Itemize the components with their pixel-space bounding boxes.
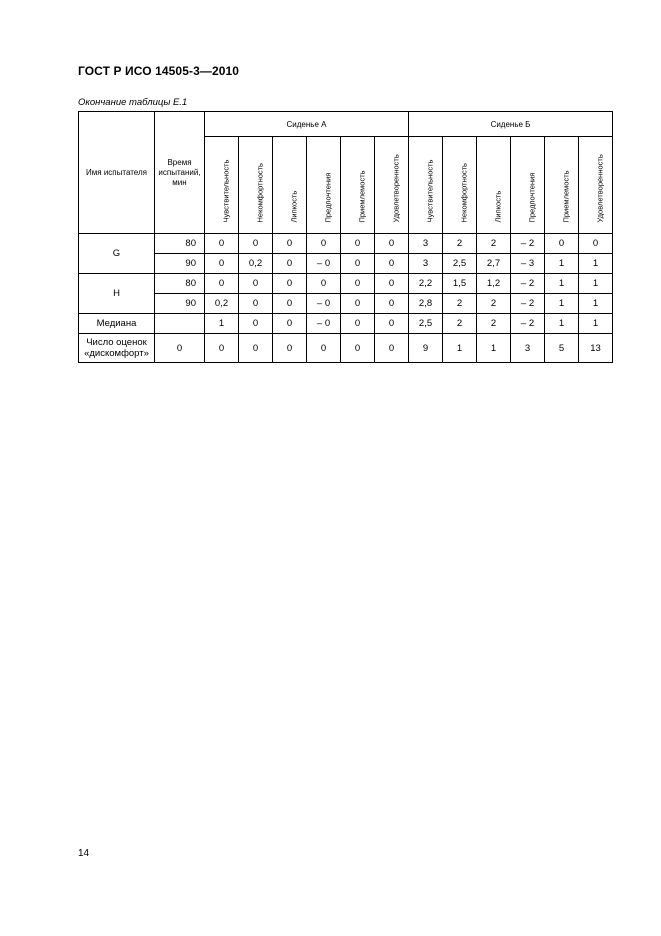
seat-a-value: 0 <box>307 334 341 363</box>
seat-b-value: 1 <box>545 254 579 274</box>
seat-a-value: 0 <box>341 334 375 363</box>
seat-b-value: 2 <box>477 234 511 254</box>
subheader-label: Предпочтения <box>527 172 536 223</box>
seat-b-value: 1 <box>477 334 511 363</box>
seat-b-value: 3 <box>409 254 443 274</box>
subheader-a-0 <box>205 137 239 234</box>
seat-a-value: – 0 <box>307 314 341 334</box>
seat-b-value: 1 <box>545 294 579 314</box>
subheader-label: Приемлемость <box>357 170 366 223</box>
seat-a-value: 0 <box>375 254 409 274</box>
seat-a-value: 0 <box>239 294 273 314</box>
seat-b-value: 2 <box>443 294 477 314</box>
seat-b-value: – 2 <box>511 294 545 314</box>
table-caption: Окончание таблицы Е.1 <box>78 97 188 108</box>
subheader-a-2 <box>273 137 307 234</box>
subheader-label: Чувствительность <box>425 159 434 223</box>
seat-a-value: 0 <box>375 234 409 254</box>
subheader-label: Удовлетворенность <box>595 154 604 223</box>
seat-b-value: 5 <box>545 334 579 363</box>
subheader-a-5 <box>375 137 409 234</box>
header-seat-a: Сиденье А <box>205 112 409 137</box>
seat-a-value: 0 <box>375 334 409 363</box>
seat-b-value: 1,5 <box>443 274 477 294</box>
seat-b-value: 2,7 <box>477 254 511 274</box>
page-number: 14 <box>78 848 90 859</box>
seat-b-value: 3 <box>511 334 545 363</box>
header-seat-b: Сиденье Б <box>409 112 613 137</box>
seat-a-value: 0 <box>375 294 409 314</box>
time-cell: 90 <box>155 254 205 274</box>
seat-a-value: 0 <box>205 234 239 254</box>
seat-b-value: 1 <box>579 254 613 274</box>
seat-a-value: 0,2 <box>239 254 273 274</box>
seat-a-value: 0 <box>375 274 409 294</box>
seat-b-value: – 3 <box>511 254 545 274</box>
seat-b-value: 2,2 <box>409 274 443 294</box>
seat-b-value: 2 <box>477 294 511 314</box>
seat-a-value: – 0 <box>307 254 341 274</box>
seat-b-value: 1 <box>579 294 613 314</box>
seat-b-value: 1 <box>443 334 477 363</box>
subheader-label: Липкость <box>289 190 298 223</box>
seat-a-value: 0 <box>239 334 273 363</box>
seat-b-value: 1 <box>545 314 579 334</box>
time-cell: 80 <box>155 234 205 254</box>
time-cell: 0 <box>155 334 205 363</box>
subheader-a-4 <box>341 137 375 234</box>
seat-a-value: 0 <box>307 274 341 294</box>
subheader-label: Липкость <box>493 190 502 223</box>
seat-b-value: 0 <box>545 234 579 254</box>
seat-a-value: 0 <box>307 234 341 254</box>
header-test-time: Время испытаний, мин <box>155 112 205 234</box>
row-label-cell: Число оценок «дискомфорт» <box>79 334 155 363</box>
seat-b-value: 2,5 <box>443 254 477 274</box>
seat-b-value: 2 <box>477 314 511 334</box>
header-tester-name: Имя испытателя <box>79 112 155 234</box>
time-cell <box>155 314 205 334</box>
subheader-a-1 <box>239 137 273 234</box>
tester-name-cell: H <box>79 274 155 314</box>
seat-a-value: 0 <box>273 314 307 334</box>
table-row <box>79 294 613 314</box>
table-row <box>79 254 613 274</box>
seat-b-value: 0 <box>579 234 613 254</box>
subheader-b-2 <box>477 137 511 234</box>
seat-a-value: 1 <box>205 314 239 334</box>
seat-b-value: – 2 <box>511 234 545 254</box>
document-title: ГОСТ Р ИСО 14505-3—2010 <box>78 64 240 78</box>
table-body <box>79 234 613 363</box>
seat-a-value: 0 <box>375 314 409 334</box>
seat-a-value: 0 <box>341 234 375 254</box>
seat-a-value: 0 <box>205 254 239 274</box>
seat-a-value: 0 <box>273 294 307 314</box>
seat-a-value: 0 <box>341 314 375 334</box>
seat-b-value: 1 <box>579 274 613 294</box>
seat-a-value: 0 <box>273 254 307 274</box>
seat-a-value: 0 <box>273 334 307 363</box>
tester-name-cell: G <box>79 234 155 274</box>
subheader-b-0 <box>409 137 443 234</box>
seat-b-value: 2,8 <box>409 294 443 314</box>
seat-a-value: 0 <box>273 234 307 254</box>
subheader-a-3 <box>307 137 341 234</box>
subheader-b-4 <box>545 137 579 234</box>
seat-a-value: 0 <box>205 334 239 363</box>
seat-b-value: 9 <box>409 334 443 363</box>
seat-b-value: – 2 <box>511 314 545 334</box>
seat-a-value: 0 <box>239 314 273 334</box>
seat-b-value: 2 <box>443 234 477 254</box>
subheader-b-1 <box>443 137 477 234</box>
seat-a-value: 0,2 <box>205 294 239 314</box>
results-table <box>78 111 613 363</box>
seat-b-value: 2,5 <box>409 314 443 334</box>
seat-a-value: 0 <box>341 294 375 314</box>
time-cell: 80 <box>155 274 205 294</box>
seat-b-value: 13 <box>579 334 613 363</box>
discomfort-row <box>79 334 613 363</box>
seat-b-value: 1 <box>545 274 579 294</box>
subheader-label: Некомфортность <box>255 163 264 223</box>
subheader-label: Чувствительность <box>221 159 230 223</box>
seat-b-value: 1,2 <box>477 274 511 294</box>
subheader-label: Предпочтения <box>323 172 332 223</box>
seat-a-value: 0 <box>239 234 273 254</box>
subheader-label: Некомфортность <box>459 163 468 223</box>
seat-b-value: 1 <box>579 314 613 334</box>
subheader-b-3 <box>511 137 545 234</box>
subheader-label: Удовлетворенность <box>391 154 400 223</box>
time-cell: 90 <box>155 294 205 314</box>
subheader-b-5 <box>579 137 613 234</box>
seat-a-value: 0 <box>273 274 307 294</box>
median-row <box>79 314 613 334</box>
seat-b-value: – 2 <box>511 274 545 294</box>
subheader-label: Приемлемость <box>561 170 570 223</box>
seat-a-value: 0 <box>341 254 375 274</box>
table-row <box>79 234 613 254</box>
table-row <box>79 274 613 294</box>
seat-a-value: 0 <box>341 274 375 294</box>
row-label-cell: Медиана <box>79 314 155 334</box>
seat-a-value: 0 <box>205 274 239 294</box>
seat-b-value: 3 <box>409 234 443 254</box>
seat-a-value: 0 <box>239 274 273 294</box>
seat-a-value: – 0 <box>307 294 341 314</box>
seat-b-value: 2 <box>443 314 477 334</box>
